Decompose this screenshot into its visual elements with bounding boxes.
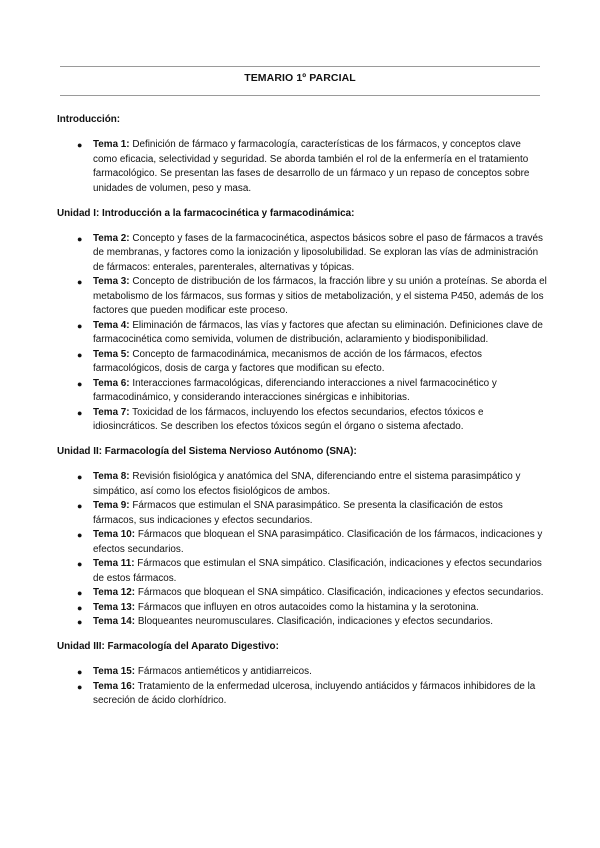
topic-text: Tratamiento de la enfermedad ulcerosa, incluyendo antiácidos y fármacos inhibidores de la secreción de ácido clorhídrico. xyxy=(93,680,536,706)
topic-label: Tema 3: xyxy=(93,276,130,287)
topic-list xyxy=(57,470,547,630)
document-title: TEMARIO 1º PARCIAL xyxy=(244,72,356,84)
topic-label: Tema 8: xyxy=(93,471,130,482)
topic-label: Tema 1: xyxy=(93,139,130,150)
topic-text: Fármacos que influyen en otros autacoides como la histamina y la serotonina. xyxy=(135,601,479,613)
bullet-icon: ● xyxy=(77,617,83,627)
section-heading: Unidad I: Introducción a la farmacocinética y farmacodinámica: xyxy=(57,207,355,219)
topic-item xyxy=(57,499,547,528)
topic-text: Interacciones farmacológicas, diferenciando interacciones a nivel farmacocinético y farmacodinámico, y considerando interacciones sinérgicas e inhibitorias. xyxy=(93,377,497,403)
topic-text: Concepto de distribución de los fármacos, la fracción libre y su unión a proteínas. Se aborda el metabolismo de los fármacos, sus formas y sitios de metabolización, y el sistema P450, además de los factores que pueden modificar este proceso. xyxy=(93,276,547,316)
topic-label: Tema 14: xyxy=(93,616,136,627)
bullet-icon: ● xyxy=(77,530,83,540)
topic-item xyxy=(57,601,547,616)
topic-item xyxy=(57,557,547,586)
topic-item xyxy=(57,665,547,680)
section-heading: Unidad II: Farmacología del Sistema Nervioso Autónomo (SNA): xyxy=(57,446,357,457)
topic-text: Definición de fármaco y farmacología, características de los fármacos, y conceptos clave como eficacia, selectividad y seguridad. Se aborda también el rol de la enfermería en el tratamiento farmacológico. Se presentan las fases de desarrollo de un fármaco y un repaso de conceptos sobre unidades de volumen, peso y masa. xyxy=(93,139,530,194)
topic-item xyxy=(57,275,547,319)
topic-item xyxy=(57,138,547,196)
topic-text: Bloqueantes neuromusculares. Clasificación, indicaciones y efectos secundarios. xyxy=(135,616,493,627)
bullet-icon: ● xyxy=(77,588,83,598)
bullet-icon: ● xyxy=(77,602,83,613)
title-rule xyxy=(60,95,540,96)
topic-text: Concepto y fases de la farmacocinética, aspectos básicos sobre el paso de fármacos a través de membranas, y factores como la ionización y liposolubilidad. Se exploran las vías de administración de fármacos: enterales, parenterales, alternativas y tópicas. xyxy=(93,232,543,273)
bullet-icon: ● xyxy=(77,407,83,418)
topic-label: Tema 2: xyxy=(93,232,130,244)
topic-list xyxy=(57,138,547,196)
topic-text: Fármacos que bloquean el SNA simpático. Clasificación, indicaciones y efectos secundarios. xyxy=(135,587,544,598)
bullet-icon: ● xyxy=(77,559,83,569)
topic-item xyxy=(57,319,547,348)
bullet-icon: ● xyxy=(77,667,83,677)
topic-label: Tema 7: xyxy=(93,406,130,418)
bullet-icon: ● xyxy=(77,277,83,287)
topic-item xyxy=(57,586,547,601)
bullet-icon: ● xyxy=(77,472,83,482)
topic-text: Toxicidad de los fármacos, incluyendo los efectos secundarios, efectos tóxicos e idiosincráticos. Se describen los efectos tóxicos según el órgano o sistema afectado. xyxy=(93,406,484,432)
section-unidad-1 xyxy=(57,207,547,435)
top-rule xyxy=(60,66,540,67)
bullet-icon: ● xyxy=(77,378,83,389)
topic-item xyxy=(57,406,547,435)
topic-item xyxy=(57,232,547,276)
topic-text: Fármacos que estimulan el SNA simpático. Clasificación, indicaciones y efectos secundarios de estos fármacos. xyxy=(93,558,542,584)
topic-label: Tema 12: xyxy=(93,587,136,598)
bullet-icon: ● xyxy=(77,140,83,150)
topic-text: Fármacos que estimulan el SNA parasimpático. Se presenta la clasificación de estos fármacos, sus indicaciones y efectos secundarios. xyxy=(93,500,503,526)
topic-label: Tema 6: xyxy=(93,377,130,389)
topic-label: Tema 10: xyxy=(93,529,136,540)
section-introduccion xyxy=(57,113,547,196)
topic-label: Tema 11: xyxy=(93,558,135,569)
bullet-icon: ● xyxy=(77,320,83,331)
topic-list xyxy=(57,232,547,435)
section-unidad-2 xyxy=(57,445,547,630)
topic-label: Tema 15: xyxy=(93,666,136,677)
bullet-icon: ● xyxy=(77,501,83,511)
topic-label: Tema 4: xyxy=(93,319,130,331)
topic-label: Tema 16: xyxy=(93,680,136,692)
syllabus-content xyxy=(57,113,547,719)
topic-text: Eliminación de fármacos, las vías y factores que afectan su eliminación. Definiciones clave de farmacocinética como semivida, volumen de distribución, aclaramiento y biodisponibilidad. xyxy=(93,319,543,345)
section-unidad-3 xyxy=(57,640,547,709)
bullet-icon: ● xyxy=(77,681,83,692)
topic-text: Revisión fisiológica y anatómica del SNA, diferenciando entre el sistema parasimpático y simpático, así como los efectos fisiológicos de ambos. xyxy=(93,471,521,497)
topic-item xyxy=(57,348,547,377)
topic-list xyxy=(57,665,547,709)
topic-item xyxy=(57,377,547,406)
topic-text: Concepto de farmacodinámica, mecanismos de acción de los fármacos, efectos farmacológicos, dosis de carga y factores que modifican su efecto. xyxy=(93,348,482,374)
topic-item xyxy=(57,680,547,709)
topic-label: Tema 13: xyxy=(93,601,136,613)
topic-item xyxy=(57,528,547,557)
bullet-icon: ● xyxy=(77,349,83,360)
topic-item xyxy=(57,615,547,630)
section-heading: Introducción: xyxy=(57,114,121,125)
topic-text: Fármacos que bloquean el SNA parasimpático. Clasificación de los fármacos, indicaciones y efectos secundarios. xyxy=(93,529,543,555)
topic-label: Tema 5: xyxy=(93,348,130,360)
bullet-icon: ● xyxy=(77,233,83,244)
topic-label: Tema 9: xyxy=(93,500,130,511)
section-heading: Unidad III: Farmacología del Aparato Digestivo: xyxy=(57,641,279,652)
topic-text: Fármacos antieméticos y antidiarreicos. xyxy=(135,666,312,677)
topic-item xyxy=(57,470,547,499)
